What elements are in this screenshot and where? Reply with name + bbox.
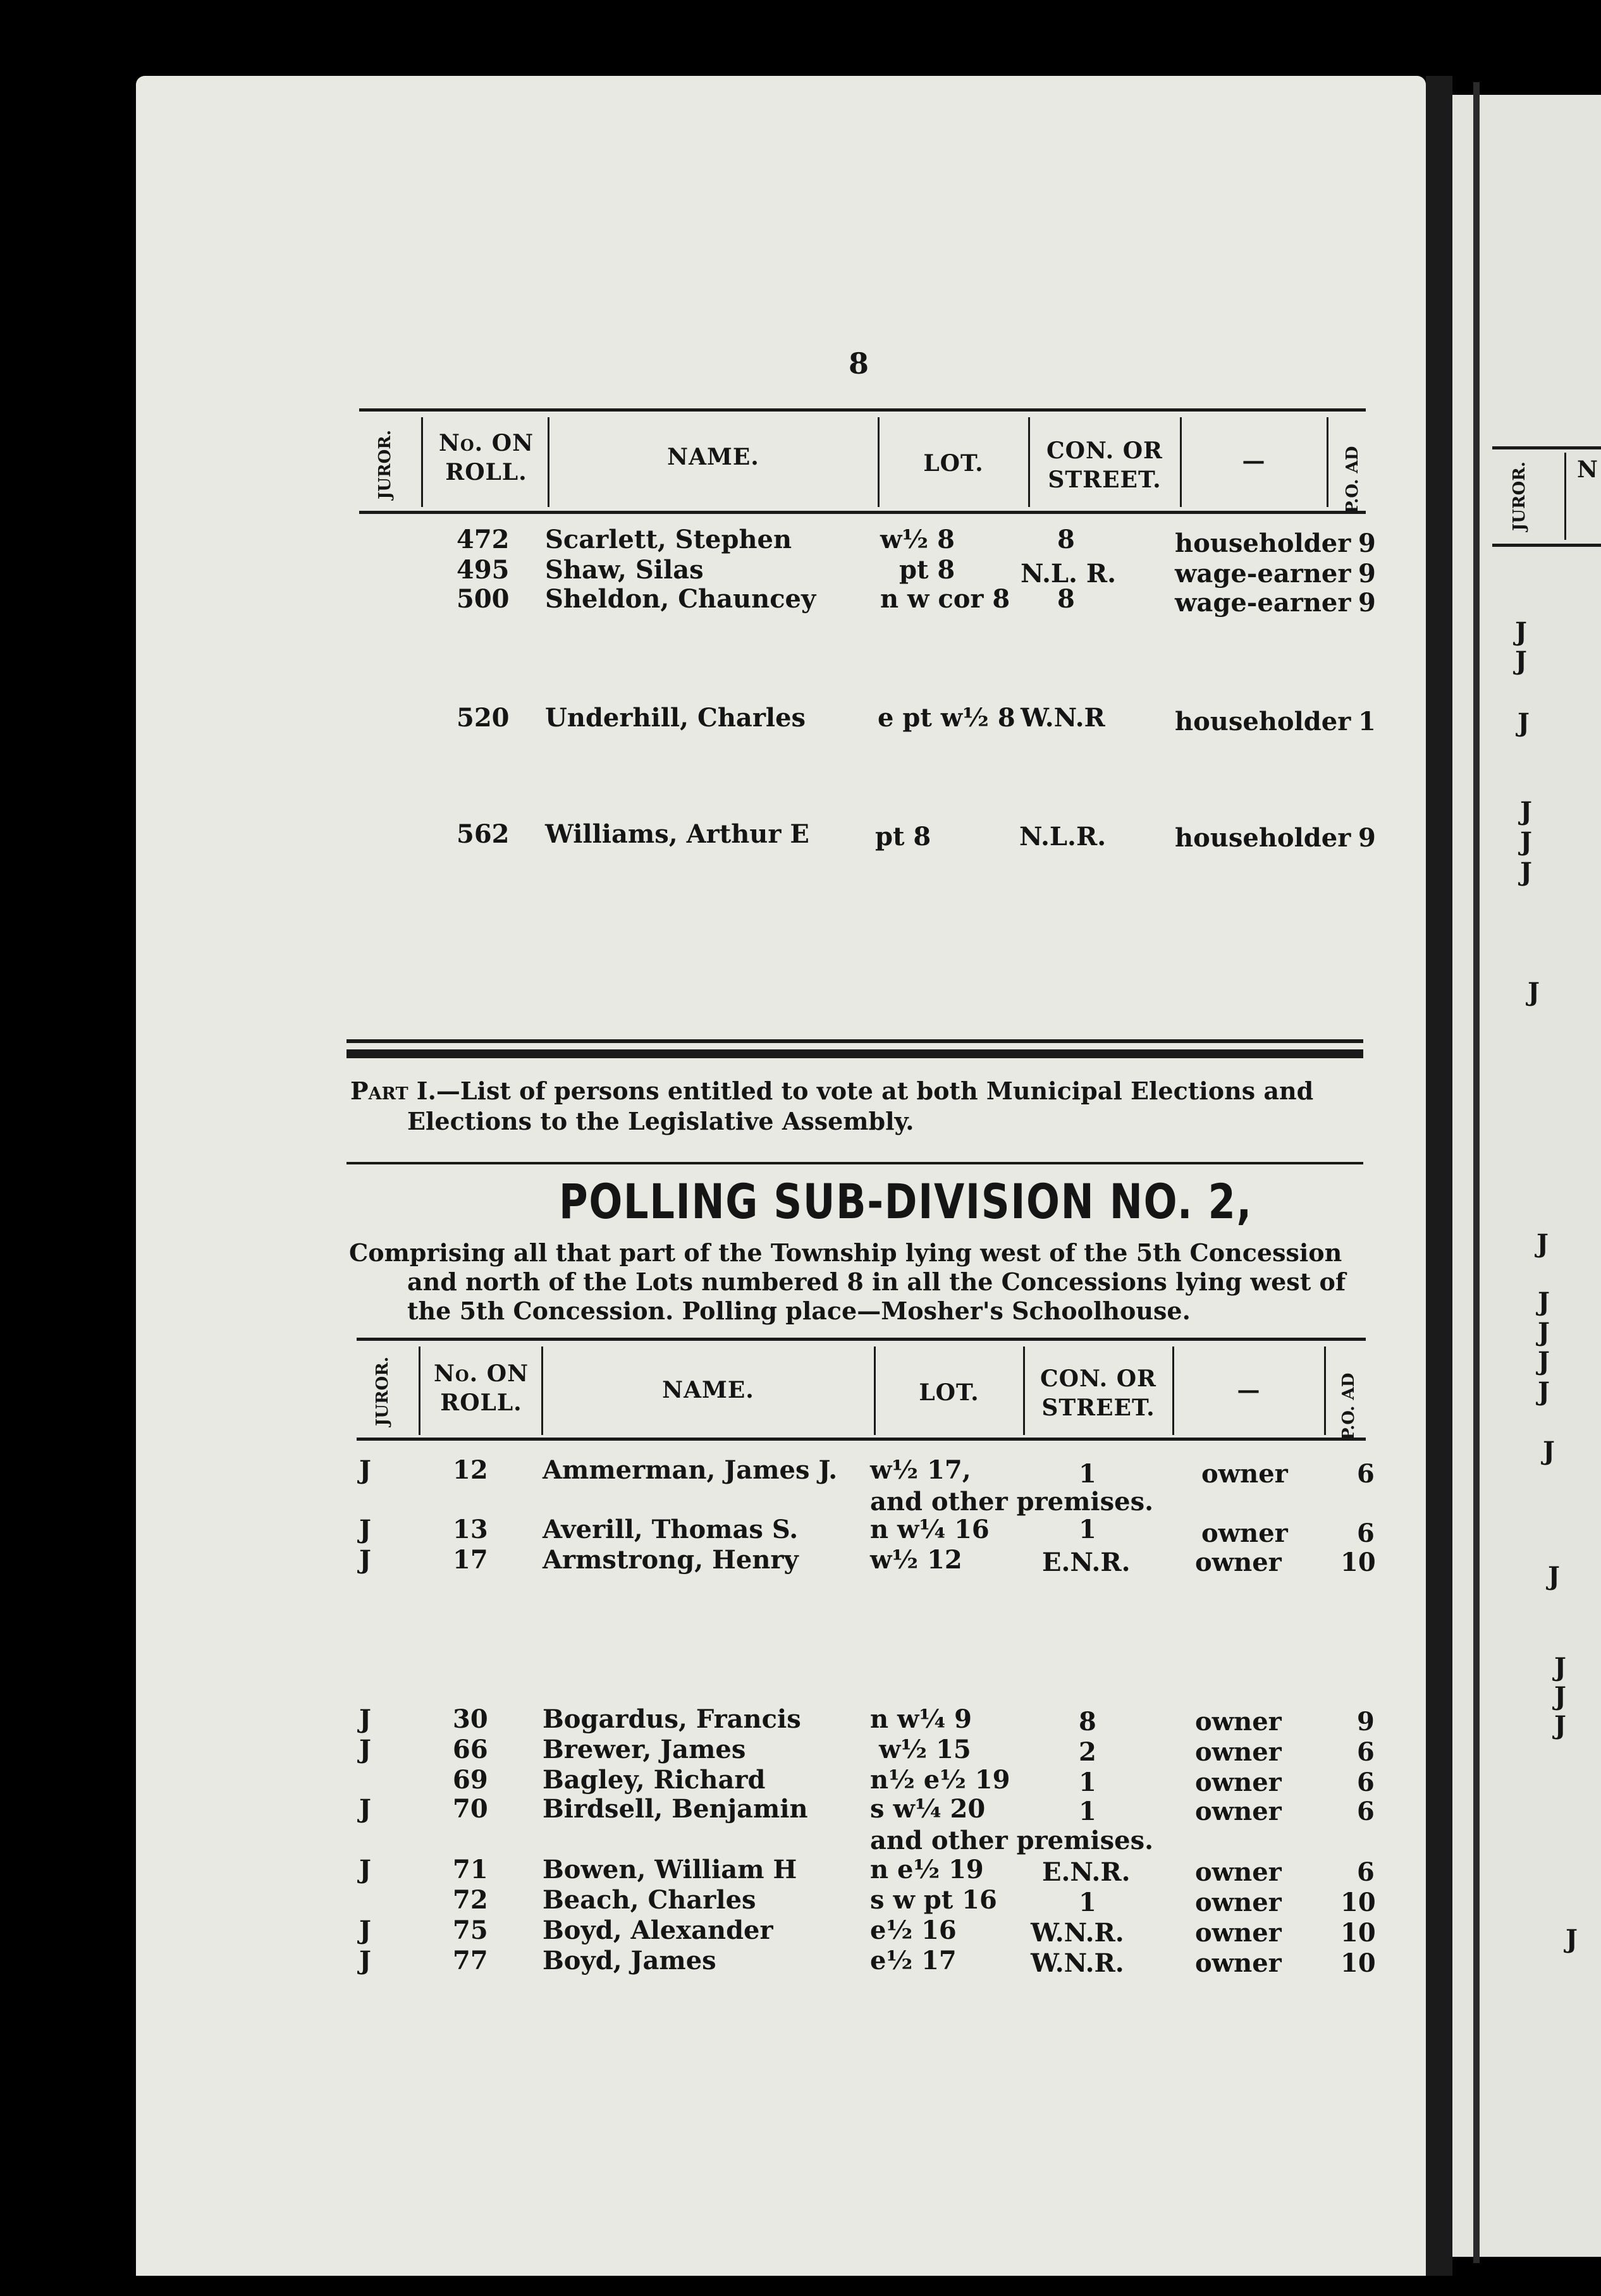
lot: n w¼ 16 xyxy=(870,1515,990,1544)
lot: w½ 17, xyxy=(870,1455,971,1485)
page-spine xyxy=(1426,76,1452,2276)
lot: n w¼ 9 xyxy=(870,1704,972,1734)
po-address: 6 xyxy=(1357,1857,1375,1887)
po-address: 10 xyxy=(1340,1918,1376,1948)
juror-mark: J xyxy=(359,1794,371,1824)
voter-status: householder xyxy=(1175,528,1351,558)
voter-status: owner xyxy=(1195,1797,1282,1826)
concession: 1 xyxy=(1079,1459,1096,1489)
header-con: CON. OR STREET. xyxy=(1040,1365,1156,1421)
adjacent-juror-mark: J xyxy=(1528,977,1540,1007)
header-po: P.O. AD xyxy=(1339,1372,1358,1440)
voter-status: owner xyxy=(1201,1518,1288,1548)
voter-name: Averill, Thomas S. xyxy=(543,1515,799,1544)
adjacent-juror-mark: J xyxy=(1538,1317,1550,1347)
header-bottom-rule xyxy=(359,511,1366,514)
roll-number: 66 xyxy=(453,1735,488,1764)
header-bottom-rule xyxy=(357,1438,1366,1441)
header-lot: LOT. xyxy=(923,450,984,477)
adjacent-juror-mark: J xyxy=(1548,1561,1560,1591)
lot: w½ 8 xyxy=(880,525,955,554)
po-address: 9 xyxy=(1358,559,1376,589)
adjacent-header-no: N xyxy=(1577,456,1598,483)
juror-mark: J xyxy=(359,1455,371,1485)
concession: 1 xyxy=(1079,1515,1096,1544)
roll-number: 12 xyxy=(453,1455,488,1485)
col-divider xyxy=(874,1346,876,1435)
po-address: 9 xyxy=(1358,528,1376,558)
roll-number: 472 xyxy=(457,525,510,554)
voter-name: Underhill, Charles xyxy=(545,703,806,733)
concession: N.L. R. xyxy=(1021,559,1117,589)
adjacent-juror-mark: J xyxy=(1554,1711,1566,1740)
header-roll: No. ON ROLL. xyxy=(433,1360,529,1416)
col-divider xyxy=(1180,417,1182,507)
col-divider xyxy=(541,1346,543,1435)
header-name: NAME. xyxy=(662,1377,754,1403)
adjacent-juror-mark: J xyxy=(1520,797,1532,826)
voter-status: owner xyxy=(1195,1707,1282,1737)
po-address: 6 xyxy=(1357,1737,1375,1767)
col-divider xyxy=(421,417,423,507)
col-divider xyxy=(1023,1346,1025,1435)
header-top-rule xyxy=(357,1338,1366,1341)
voter-name: Bowen, William H xyxy=(543,1855,797,1884)
voter-status: owner xyxy=(1201,1459,1288,1489)
lot: pt 8 xyxy=(875,822,931,852)
voter-name: Sheldon, Chauncey xyxy=(545,584,816,614)
polling-desc-line2: and north of the Lots numbered 8 in all the Concessions lying west of xyxy=(407,1267,1346,1296)
concession: N.L.R. xyxy=(1019,822,1107,852)
col-divider xyxy=(878,417,880,507)
col-divider xyxy=(548,417,549,507)
lot: n e½ 19 xyxy=(870,1855,984,1884)
po-address: 9 xyxy=(1357,1707,1375,1737)
roll-number: 70 xyxy=(453,1794,488,1824)
roll-number: 77 xyxy=(453,1946,488,1975)
header-con: CON. OR STREET. xyxy=(1046,437,1163,493)
adjacent-juror-mark: J xyxy=(1520,827,1532,857)
voter-name: Boyd, James xyxy=(543,1946,716,1975)
voter-name: Birdsell, Benjamin xyxy=(543,1794,808,1824)
lot: e pt w½ 8 xyxy=(878,703,1015,733)
header-juror: JUROR. xyxy=(373,1357,392,1426)
concession: 2 xyxy=(1079,1737,1096,1767)
lot: w½ 15 xyxy=(879,1735,971,1764)
roll-number: 520 xyxy=(457,703,510,733)
voter-status: householder xyxy=(1175,707,1351,736)
lot-continuation: and other premises. xyxy=(870,1826,1154,1855)
voter-status: wage-earner xyxy=(1175,559,1351,589)
lot: e½ 16 xyxy=(870,1915,957,1945)
adjacent-header-rule xyxy=(1492,544,1601,547)
polling-title: POLLING SUB-DIVISION NO. 2, xyxy=(559,1173,1253,1230)
juror-mark: J xyxy=(359,1946,371,1975)
header-top-rule xyxy=(359,408,1366,412)
concession: W.N.R. xyxy=(1031,1948,1124,1978)
concession: E.N.R. xyxy=(1042,1857,1131,1887)
po-address: 1 xyxy=(1358,707,1376,736)
po-address: 6 xyxy=(1357,1459,1375,1489)
voter-status: owner xyxy=(1195,1857,1282,1887)
voter-name: Bagley, Richard xyxy=(543,1765,766,1795)
po-address: 6 xyxy=(1357,1768,1375,1797)
voter-status: owner xyxy=(1195,1948,1282,1978)
page-number: 8 xyxy=(849,346,869,381)
part-rule xyxy=(347,1162,1363,1164)
po-address: 6 xyxy=(1357,1518,1375,1548)
adjacent-juror-mark: J xyxy=(1518,708,1530,738)
header-juror: JUROR. xyxy=(376,430,395,499)
concession: 8 xyxy=(1079,1707,1096,1737)
part-heading-line1: Part I.—List of persons entitled to vote at both Municipal Elections and xyxy=(350,1077,1314,1105)
concession: W.N.R. xyxy=(1031,1918,1124,1948)
voter-status: owner xyxy=(1195,1737,1282,1767)
voter-name: Ammerman, James J. xyxy=(543,1455,838,1485)
concession: 1 xyxy=(1079,1888,1096,1917)
lot-continuation: and other premises. xyxy=(870,1487,1154,1517)
polling-desc-line3: the 5th Concession. Polling place—Mosher's Schoolhouse. xyxy=(407,1297,1191,1325)
adjacent-juror-mark: J xyxy=(1543,1436,1555,1466)
roll-number: 71 xyxy=(453,1855,488,1884)
roll-number: 72 xyxy=(453,1885,488,1915)
lot: s w pt 16 xyxy=(870,1885,997,1915)
concession: 1 xyxy=(1079,1797,1096,1826)
concession: W.N.R xyxy=(1021,703,1105,733)
lot: n w cor 8 xyxy=(880,584,1010,614)
voter-status: owner xyxy=(1195,1918,1282,1948)
concession: 8 xyxy=(1057,584,1075,614)
adjacent-juror-mark: J xyxy=(1566,1924,1578,1954)
juror-mark: J xyxy=(359,1855,371,1884)
header-blank: — xyxy=(1242,448,1266,474)
adjacent-juror-mark: J xyxy=(1538,1287,1550,1317)
juror-mark: J xyxy=(359,1704,371,1734)
voter-name: Williams, Arthur E xyxy=(545,819,809,849)
juror-mark: J xyxy=(359,1735,371,1764)
voter-name: Beach, Charles xyxy=(543,1885,756,1915)
juror-mark: J xyxy=(359,1915,371,1945)
concession: E.N.R. xyxy=(1042,1548,1131,1577)
adjacent-juror-mark: J xyxy=(1515,646,1527,676)
col-divider xyxy=(1327,417,1328,507)
adjacent-juror-mark: J xyxy=(1554,1652,1566,1682)
header-roll: No. ON ROLL. xyxy=(438,430,534,485)
po-address: 10 xyxy=(1340,1548,1376,1577)
section-thick-rule xyxy=(347,1049,1363,1058)
lot: s w¼ 20 xyxy=(870,1794,986,1824)
voter-status: owner xyxy=(1195,1548,1282,1577)
roll-number: 13 xyxy=(453,1515,488,1544)
roll-number: 17 xyxy=(453,1545,488,1575)
po-address: 9 xyxy=(1358,588,1376,618)
roll-number: 500 xyxy=(457,584,510,614)
voter-name: Bogardus, Francis xyxy=(543,1704,801,1734)
col-divider xyxy=(1172,1346,1174,1435)
header-name: NAME. xyxy=(667,444,759,470)
voter-status: owner xyxy=(1195,1768,1282,1797)
header-po: P.O. AD xyxy=(1343,446,1362,513)
concession: 1 xyxy=(1079,1768,1096,1797)
roll-number: 562 xyxy=(457,819,510,849)
roll-number: 75 xyxy=(453,1915,488,1945)
voter-name: Boyd, Alexander xyxy=(543,1915,773,1945)
voter-status: wage-earner xyxy=(1175,588,1351,618)
col-divider xyxy=(1028,417,1030,507)
adjacent-juror-mark: J xyxy=(1515,617,1527,647)
voter-name: Armstrong, Henry xyxy=(543,1545,799,1575)
polling-desc-line1: Comprising all that part of the Township lying west of the 5th Concession xyxy=(349,1238,1342,1267)
part-heading-line2: Elections to the Legislative Assembly. xyxy=(407,1107,914,1135)
lot: w½ 12 xyxy=(870,1545,962,1575)
header-blank: — xyxy=(1237,1377,1261,1403)
po-address: 9 xyxy=(1358,823,1376,853)
lot: pt 8 xyxy=(899,555,955,585)
voter-name: Shaw, Silas xyxy=(545,555,704,585)
adjacent-header-rule xyxy=(1492,446,1601,449)
voter-name: Scarlett, Stephen xyxy=(545,525,792,554)
roll-number: 30 xyxy=(453,1704,488,1734)
adjacent-header-juror: JUROR. xyxy=(1510,461,1529,531)
po-address: 10 xyxy=(1340,1888,1376,1917)
po-address: 6 xyxy=(1357,1797,1375,1826)
roll-number: 495 xyxy=(457,555,510,585)
col-divider xyxy=(419,1346,420,1435)
adjacent-juror-mark: J xyxy=(1538,1346,1550,1376)
juror-mark: J xyxy=(359,1545,371,1575)
roll-number: 69 xyxy=(453,1765,488,1795)
adjacent-page-edge xyxy=(1473,82,1480,2263)
lot: e½ 17 xyxy=(870,1946,957,1975)
adjacent-juror-mark: J xyxy=(1538,1377,1550,1407)
section-thick-rule xyxy=(347,1039,1363,1043)
juror-mark: J xyxy=(359,1515,371,1544)
po-address: 10 xyxy=(1340,1948,1376,1978)
adjacent-juror-mark: J xyxy=(1554,1682,1566,1711)
adjacent-col-divider xyxy=(1564,453,1566,540)
header-lot: LOT. xyxy=(919,1379,979,1406)
adjacent-juror-mark: J xyxy=(1537,1229,1549,1259)
adjacent-juror-mark: J xyxy=(1520,857,1532,887)
col-divider xyxy=(1324,1346,1326,1435)
voter-name: Brewer, James xyxy=(543,1735,746,1764)
voter-status: owner xyxy=(1195,1888,1282,1917)
concession: 8 xyxy=(1057,525,1075,554)
lot: n½ e½ 19 xyxy=(870,1765,1010,1795)
voter-status: householder xyxy=(1175,823,1351,853)
